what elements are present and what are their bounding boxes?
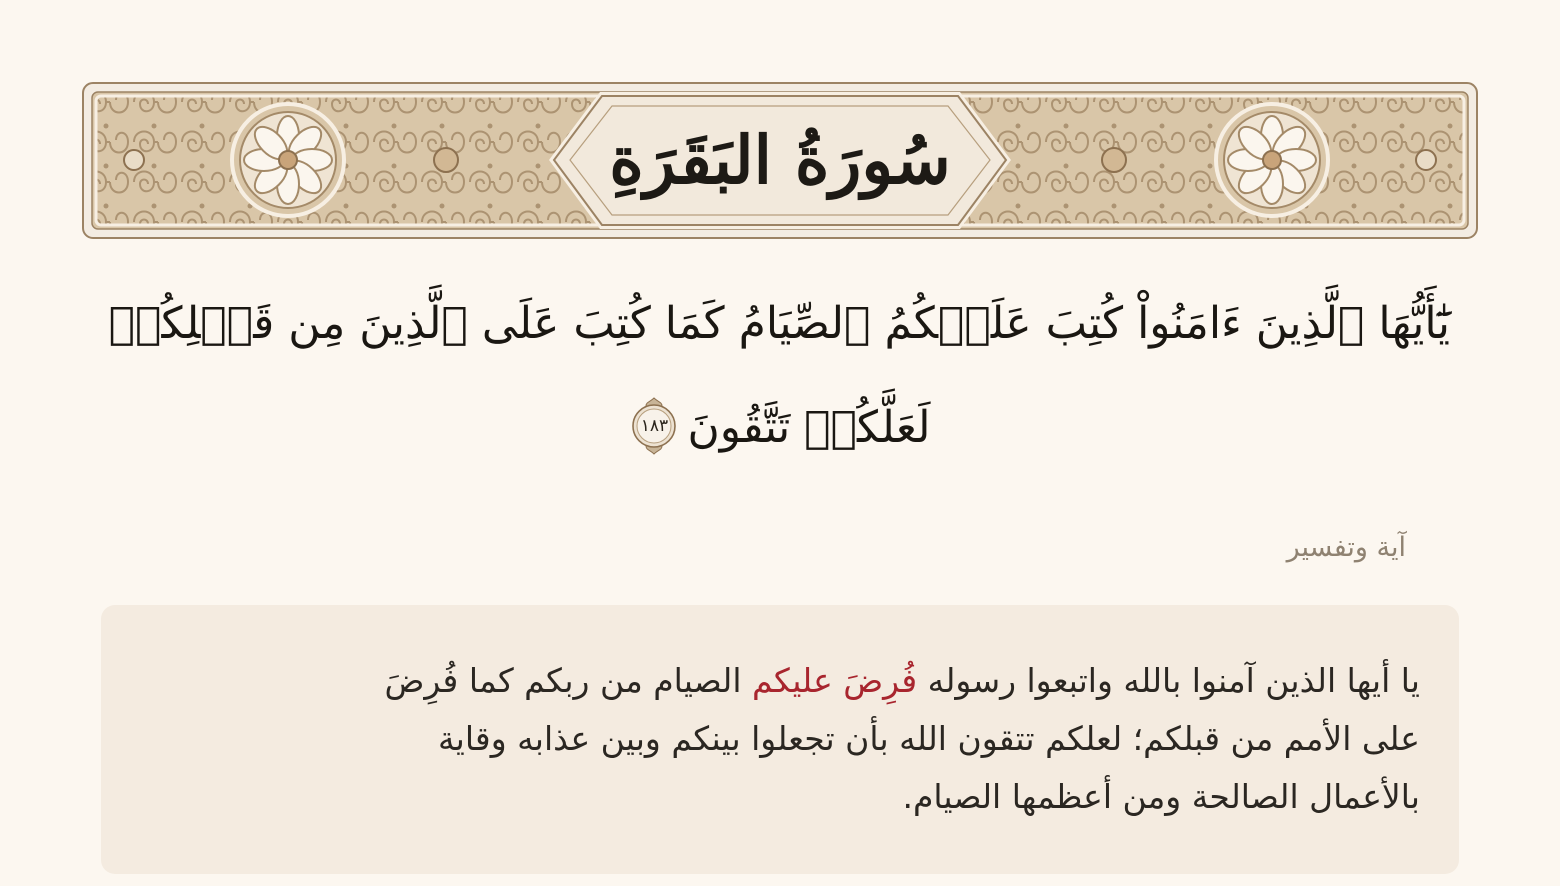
tafsir-text	[190, 652, 1420, 826]
left-rosette	[232, 104, 344, 216]
surah-name: سُورَةُ البَقَرَةِ	[609, 121, 951, 199]
verse-line-2	[110, 376, 1450, 480]
section-title: آية وتفسير	[1286, 532, 1406, 563]
tafsir-line-3: بالأعمال الصالحة ومن أعظمها الصيام.	[902, 777, 1420, 816]
tafsir-line-1-end: الصيام من ربكم كما فُرِضَ	[384, 661, 753, 700]
highlighted-phrase: فُرِضَ عليكم	[752, 661, 918, 700]
verse-line-2-text: لَعَلَّكُمۡ تَتَّقُونَ	[687, 402, 931, 453]
verse-line-1: يَٰٓأَيُّهَا ٱلَّذِينَ ءَامَنُواْ كُتِبَ عَلَيۡكُمُ ٱلصِّيَامُ كَمَا كُتِبَ عَلَى ٱلَّذِينَ مِن قَبۡلِكُمۡ	[108, 298, 1450, 349]
verse-text	[110, 272, 1450, 480]
tafsir-line-2: على الأمم من قبلكم؛ لعلكم تتقون الله بأن تجعلوا بينكم وبين عذابه وقاية	[437, 719, 1420, 758]
ayah-number: ١٨٣	[640, 416, 669, 436]
right-rosette	[1216, 104, 1328, 216]
surah-header-banner	[82, 82, 1478, 239]
tafsir-line-1	[190, 652, 1420, 710]
ayah-number-marker	[629, 396, 679, 456]
tafsir-line-1-start: يا أيها الذين آمنوا بالله واتبعوا رسوله	[917, 661, 1420, 700]
